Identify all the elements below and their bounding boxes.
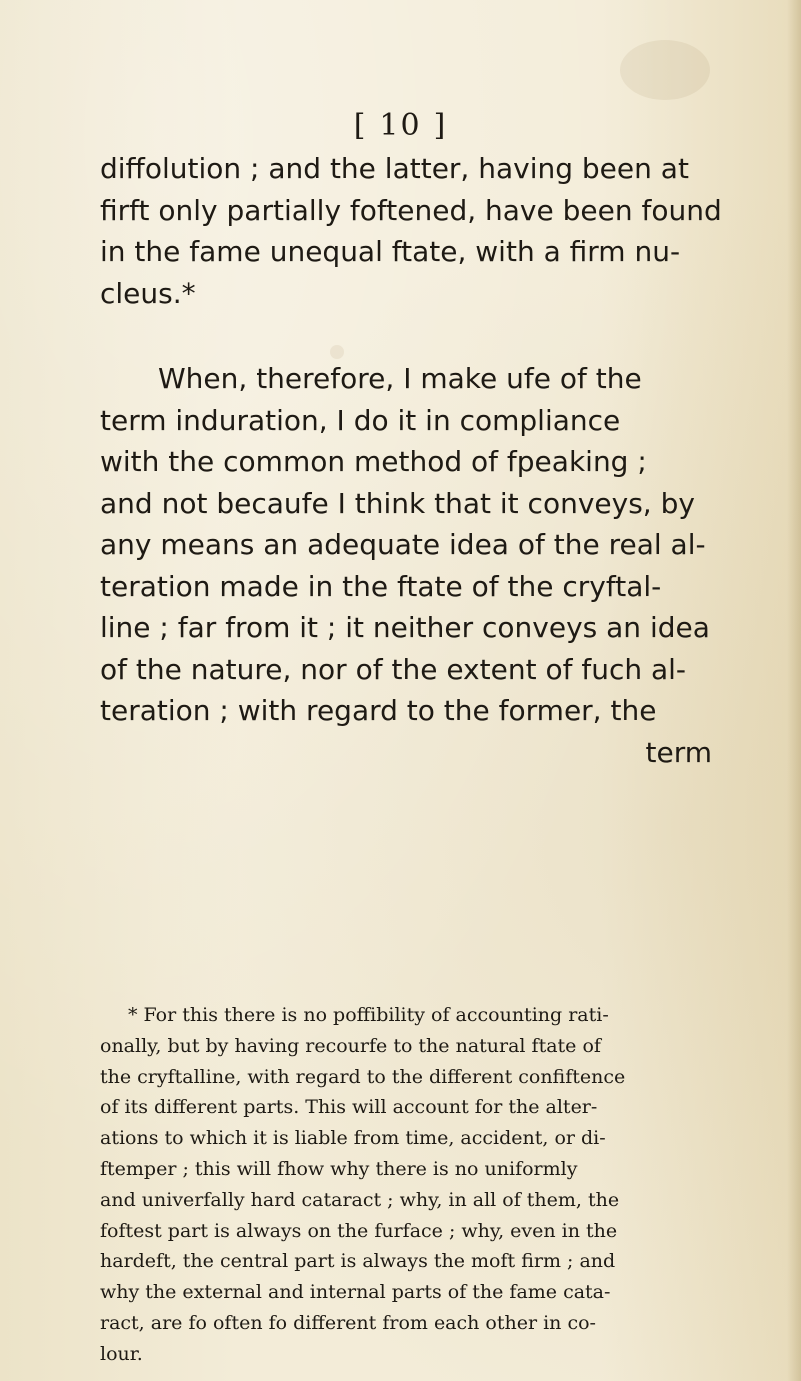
footnote-line: * For this there is no poffibility of accounting rati- [128,1004,609,1026]
footnote-line: ations to which it is liable from time, accident, or di- [100,1127,606,1150]
footnote-line: lour. [100,1342,143,1365]
page-edge-shadow [787,0,801,1381]
page-number: 10 [379,108,422,143]
bracket-close: ] [433,108,448,143]
catchword: term [645,735,712,769]
paragraph-gap [100,314,712,358]
footnote-line: onally, but by having recourfe to the natural ftate of [100,1034,601,1057]
text-line: with the common method of fpeaking ; [100,445,647,478]
main-text [100,148,722,773]
text-line: in the fame unequal ftate, with a firm nu- [100,235,681,268]
text-line: When, therefore, I make ufe of the [158,362,642,395]
footnote-line: ract, are fo often fo different from each other in co- [100,1311,596,1334]
text-line: term induration, I do it in compliance [100,403,621,437]
footnote [100,1000,714,1370]
footnote-line: hardeft, the central part is always the moft firm ; and [100,1250,616,1273]
footnote-line: of its different parts. This will account for the alter- [100,1096,598,1119]
footnote-line: ftemper ; this will fhow why there is no uniformly [100,1157,578,1180]
text-line: line ; far from it ; it neither conveys an idea [100,611,710,644]
text-line: of the nature, nor of the extent of fuch al- [100,652,687,686]
page-number-header [0,108,801,143]
text-line: any means an adequate idea of the real al- [100,528,706,561]
footnote-line: foftest part is always on the furface ; why, even in the [100,1219,618,1242]
text-line: and not becaufe I think that it conveys, by [100,486,695,520]
text-line: firft only partially foftened, have been found [100,193,722,227]
footnote-line: why the external and internal parts of the fame cata- [100,1281,611,1304]
text-line: teration made in the ftate of the cryftal- [100,569,662,603]
text-line: teration ; with regard to the former, the [100,694,657,727]
paper-stain [620,40,710,100]
footnote-line: and univerfally hard cataract ; why, in all of them, the [100,1188,620,1211]
footnote-line: the cryftalline, with regard to the different confiftence [100,1065,626,1088]
text-line: cleus.* [100,276,196,310]
bracket-open: [ [353,108,368,143]
text-line: diffolution ; and the latter, having been at [100,152,689,185]
